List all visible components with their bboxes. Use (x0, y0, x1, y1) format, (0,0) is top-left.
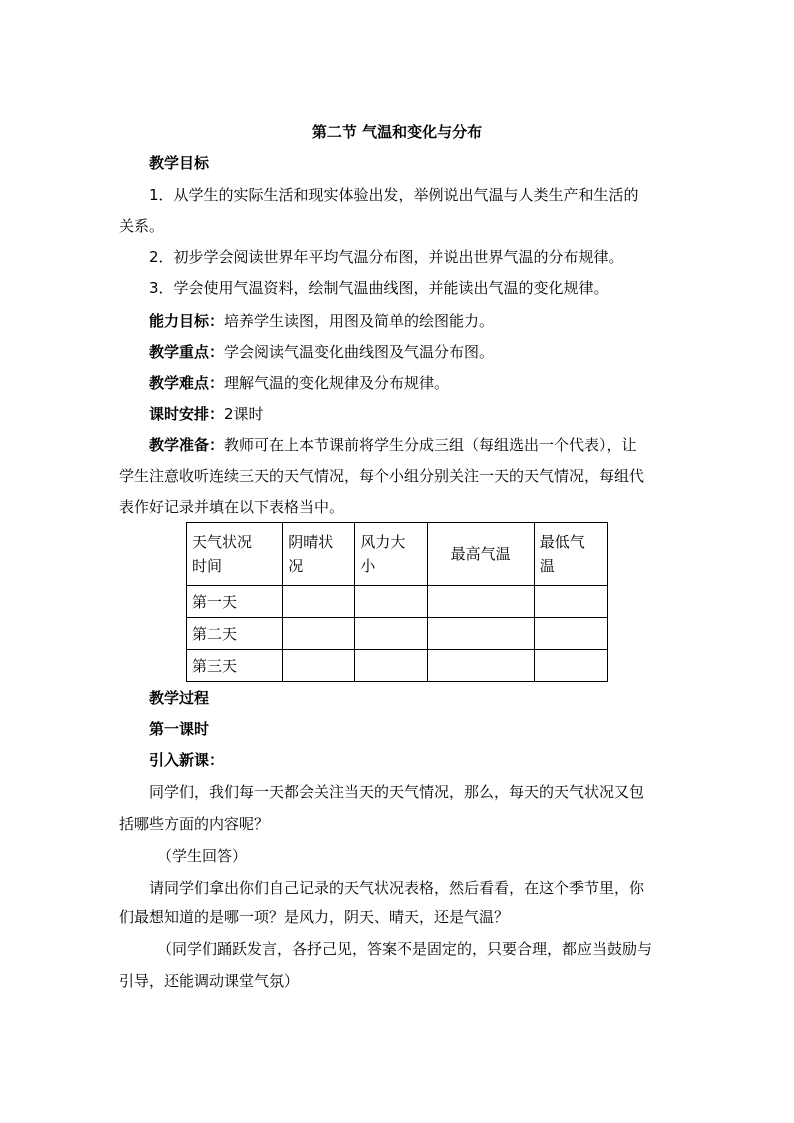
preparation-text-1: 教师可在上本节课前将学生分成三组（每组选出一个代表），让 (224, 436, 637, 454)
intro-heading: 引入新课： (149, 751, 225, 769)
ability-label: 能力目标： (149, 312, 225, 330)
key-point-label: 教学重点： (149, 343, 225, 361)
difficulty (119, 372, 709, 394)
table-cell (427, 618, 534, 650)
table-cell (355, 618, 427, 650)
table-row (187, 586, 608, 618)
key-point-text: 学会阅读气温变化曲线图及气温分布图。 (224, 343, 495, 361)
table-cell (427, 650, 534, 682)
objective-1-line-1: 1．从学生的实际生活和现实体验出发，举例说出气温与人类生产和生活的 (149, 186, 639, 204)
key-point (119, 341, 709, 363)
process-heading: 教学过程 (149, 689, 210, 707)
header-cell-cloudy-sunny: 阴晴状 况 (283, 523, 355, 586)
paragraph-4-line-1: （同学们踊跃发言，各抒己见，答案不是固定的，只要合理，都应当鼓励与 (157, 940, 653, 958)
preparation-line-3: 表作好记录并填在以下表格当中。 (119, 498, 345, 516)
table-cell (534, 586, 607, 618)
table-cell (534, 618, 607, 650)
objective-3: 3．学会使用气温资料，绘制气温曲线图，并能读出气温的变化规律。 (149, 279, 609, 297)
table-cell (355, 650, 427, 682)
header-cell-max-temp: 最高气温 (427, 523, 534, 586)
table-cell (283, 586, 355, 618)
objectives-heading: 教学目标 (149, 154, 210, 172)
header-cell-wind-force: 风力大 小 (355, 523, 427, 586)
objective-2: 2．初步学会阅读世界年平均气温分布图，并说出世界气温的分布规律。 (149, 248, 624, 266)
objective-1-line-2: 关系。 (119, 217, 165, 235)
preparation-line-2: 学生注意收听连续三天的天气情况，每个小组分别关注一天的天气情况，每组代 (119, 467, 645, 485)
paragraph-1-line-2: 括哪些方面的内容呢？ (119, 815, 270, 833)
paragraph-3-line-2: 们最想知道的是哪一项？是风力，阴天、晴天，还是气温？ (119, 908, 510, 926)
row-label: 第二天 (187, 618, 283, 650)
preparation-line-1 (119, 434, 709, 456)
ability-goal (119, 310, 709, 332)
table-cell (355, 586, 427, 618)
table-cell (427, 586, 534, 618)
paragraph-3-line-1: 请同学们拿出你们自己记录的天气状况表格，然后看看，在这个季节里，你 (149, 879, 645, 897)
table-header-row (187, 523, 608, 586)
row-label: 第一天 (187, 586, 283, 618)
schedule-label: 课时安排： (149, 405, 225, 423)
table-cell (283, 650, 355, 682)
paragraph-2: （学生回答） (157, 847, 248, 865)
table-row (187, 650, 608, 682)
difficulty-text: 理解气温的变化规律及分布规律。 (224, 374, 450, 392)
table-row (187, 618, 608, 650)
lesson-1-heading: 第一课时 (149, 720, 210, 738)
schedule-text: 2课时 (224, 405, 264, 423)
row-label: 第三天 (187, 650, 283, 682)
weather-record-table (186, 522, 608, 682)
ability-text: 培养学生读图，用图及简单的绘图能力。 (224, 312, 495, 330)
paragraph-4-line-2: 引导，还能调动课堂气氛） (119, 972, 300, 990)
paragraph-1-line-1: 同学们，我们每一天都会关注当天的天气情况，那么，每天的天气状况又包 (149, 783, 645, 801)
difficulty-label: 教学难点： (149, 374, 225, 392)
preparation-label: 教学准备： (149, 436, 225, 454)
header-cell-min-temp: 最低气 温 (534, 523, 607, 586)
header-cell-weather-time: 天气状况 时间 (187, 523, 283, 586)
page-title: 第二节 气温和变化与分布 (311, 123, 483, 141)
table-cell (283, 618, 355, 650)
table-cell (534, 650, 607, 682)
schedule (119, 403, 709, 425)
